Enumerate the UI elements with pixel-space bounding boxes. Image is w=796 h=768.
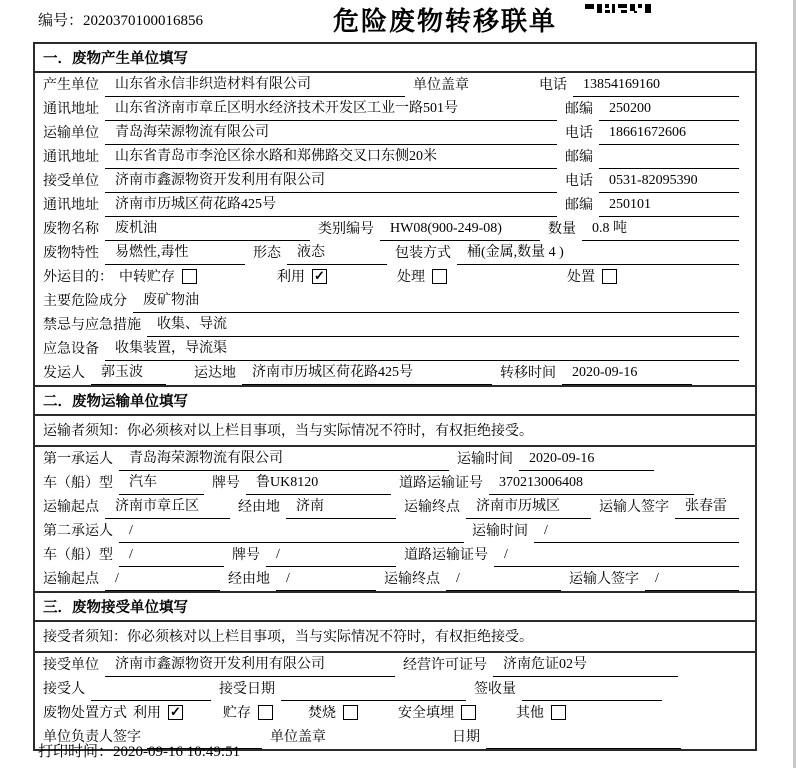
field-value: 张春雷 xyxy=(675,495,739,519)
checkbox-item xyxy=(397,266,447,289)
serial-label: 编号： xyxy=(38,13,84,29)
field-label: 签收量 xyxy=(474,682,516,697)
form-row xyxy=(35,471,755,495)
field-label: 数量 xyxy=(548,222,576,237)
checkbox-unchecked-icon xyxy=(343,705,358,720)
field-label: 类别编号 xyxy=(318,222,374,237)
checkbox-label: 焚烧 xyxy=(308,706,336,721)
checkbox-label: 处理 xyxy=(397,270,425,285)
spacer xyxy=(183,724,223,725)
checkbox-unchecked-icon xyxy=(258,705,273,720)
blank-field xyxy=(522,681,662,701)
serial-value: 2020370100016856 xyxy=(83,13,204,29)
field-label: 接受单位 xyxy=(43,658,99,673)
form-row xyxy=(35,241,755,265)
checkbox-checked-icon: ✓ xyxy=(168,705,183,720)
field-label: 单位盖章 xyxy=(270,730,326,745)
checkbox-item xyxy=(277,266,327,289)
field-label: 经由地 xyxy=(228,572,270,587)
checkbox-label: 其他 xyxy=(516,706,544,721)
print-time-value: 2020-09-16 10:49:51 xyxy=(113,744,241,760)
field-label: 邮编 xyxy=(565,102,593,117)
field-label: 接受人 xyxy=(43,682,85,697)
section-header: 一．废物产生单位填写 xyxy=(35,44,755,73)
field-label: 道路运输证号 xyxy=(399,476,483,491)
field-label: 运输时间 xyxy=(457,452,513,467)
field-label: 经营许可证号 xyxy=(403,658,487,673)
field-label: 运达地 xyxy=(194,366,236,381)
form-row xyxy=(35,337,755,361)
field-label: 产生单位 xyxy=(43,78,99,93)
blank-field xyxy=(91,681,211,701)
field-value: 郭玉波 xyxy=(91,361,166,385)
form-section xyxy=(35,591,755,749)
field-value: 0.8 吨 xyxy=(582,217,739,241)
blank-field xyxy=(599,149,739,169)
checkbox-unchecked-icon xyxy=(461,705,476,720)
field-value: 2020-09-16 xyxy=(519,451,654,471)
field-label: 邮编 xyxy=(565,198,593,213)
field-value: 济南市鑫源物资开发利用有限公司 xyxy=(105,653,395,677)
field-value: 13854169160 xyxy=(573,77,739,97)
field-label: 废物处置方式 xyxy=(43,706,127,721)
field-value: 桶(金属,数量 4 ) xyxy=(457,241,739,265)
field-value: / xyxy=(119,523,464,543)
form-row xyxy=(35,265,755,289)
field-value: 2020-09-16 xyxy=(562,365,692,385)
field-value: 鲁UK8120 xyxy=(246,471,391,495)
field-value: 250200 xyxy=(599,101,739,121)
checkbox-item xyxy=(516,702,566,725)
qr-code-icon xyxy=(585,0,651,18)
field-value: / xyxy=(266,547,396,567)
field-label: 外运目的： xyxy=(43,270,113,285)
field-value: / xyxy=(446,571,561,591)
checkbox-unchecked-icon xyxy=(551,705,566,720)
form-row xyxy=(35,701,755,725)
field-label: 运输终点 xyxy=(384,572,440,587)
spacer xyxy=(174,384,194,385)
field-label: 接受单位 xyxy=(43,174,99,189)
field-label: 运输时间 xyxy=(472,524,528,539)
field-label: 牌号 xyxy=(212,476,240,491)
form-section xyxy=(35,385,755,591)
field-value: / xyxy=(534,523,739,543)
field-value: 济南危证02号 xyxy=(493,653,678,677)
field-value: HW08(900-249-08) xyxy=(380,221,540,241)
field-label: 通讯地址 xyxy=(43,150,99,165)
field-value: 山东省青岛市李沧区徐水路和郑佛路交叉口东侧20米 xyxy=(105,145,557,169)
field-value: 济南市历城区 xyxy=(466,495,591,519)
field-label: 道路运输证号 xyxy=(404,548,488,563)
field-value: 250101 xyxy=(599,197,739,217)
checkbox-checked-icon: ✓ xyxy=(312,269,327,284)
blank-field xyxy=(281,681,466,701)
form-row xyxy=(35,169,755,193)
field-label: 通讯地址 xyxy=(43,102,99,117)
field-label: 应急设备 xyxy=(43,342,99,357)
form-row xyxy=(35,361,755,385)
field-value: / xyxy=(119,547,224,567)
field-label: 邮编 xyxy=(565,150,593,165)
checkbox-item xyxy=(223,702,273,725)
field-label: 运输人签字 xyxy=(599,500,669,515)
field-value: / xyxy=(276,571,376,591)
page-title: 危险废物转移联单 xyxy=(332,7,557,36)
checkbox-item xyxy=(398,702,476,725)
field-value: 山东省永信非织造材料有限公司 xyxy=(105,73,405,97)
field-label: 车（船）型 xyxy=(43,548,113,563)
field-label: 主要危险成分 xyxy=(43,294,127,309)
checkbox-item xyxy=(133,702,183,725)
form-row xyxy=(35,543,755,567)
checkbox-label: 贮存 xyxy=(223,706,251,721)
form-row xyxy=(35,447,755,471)
field-value: 汽车 xyxy=(119,471,204,495)
seal-label: 单位盖章 xyxy=(413,78,469,93)
form-row xyxy=(35,73,755,97)
field-label: 通讯地址 xyxy=(43,198,99,213)
checkbox-label: 利用 xyxy=(277,270,305,285)
field-value: 济南 xyxy=(286,495,396,519)
field-label: 电话 xyxy=(565,126,593,141)
field-value: 山东省济南市章丘区明水经济技术开发区工业一路501号 xyxy=(105,97,557,121)
field-value: 废机油 xyxy=(105,217,310,241)
form-row xyxy=(35,121,755,145)
checkbox-label: 安全填埋 xyxy=(398,706,454,721)
field-label: 牌号 xyxy=(232,548,260,563)
field-label: 运输起点 xyxy=(43,572,99,587)
manifest-form xyxy=(33,42,757,751)
checkbox-unchecked-icon xyxy=(182,269,197,284)
field-label: 单位负责人签字 xyxy=(43,730,141,745)
checkbox-label: 处置 xyxy=(567,270,595,285)
field-label: 形态 xyxy=(253,246,281,261)
field-label: 转移时间 xyxy=(500,366,556,381)
form-row xyxy=(35,567,755,591)
spacer xyxy=(476,724,516,725)
checkbox-unchecked-icon xyxy=(602,269,617,284)
form-row xyxy=(35,677,755,701)
checkbox-label: 利用 xyxy=(133,706,161,721)
form-row xyxy=(35,495,755,519)
field-label: 禁忌与应急措施 xyxy=(43,318,141,333)
section-header: 二．废物运输单位填写 xyxy=(35,387,755,416)
field-label: 日期 xyxy=(452,730,480,745)
spacer xyxy=(332,748,452,749)
field-value: 济南市鑫源物资开发利用有限公司 xyxy=(105,169,557,193)
field-value: 液态 xyxy=(287,241,387,265)
blank-field xyxy=(486,729,681,749)
field-value: 青岛海荣源物流有限公司 xyxy=(119,447,449,471)
form-row xyxy=(35,193,755,217)
spacer xyxy=(358,724,398,725)
form-row xyxy=(35,145,755,169)
field-label: 第一承运人 xyxy=(43,452,113,467)
checkbox-label: 中转贮存 xyxy=(119,270,175,285)
field-label: 废物特性 xyxy=(43,246,99,261)
form-row xyxy=(35,217,755,241)
form-row xyxy=(35,289,755,313)
field-label: 运输人签字 xyxy=(569,572,639,587)
checkbox-item xyxy=(308,702,358,725)
field-value: 济南市章丘区 xyxy=(105,495,230,519)
field-value: 青岛海荣源物流有限公司 xyxy=(105,121,557,145)
field-value: / xyxy=(645,571,739,591)
field-label: 运输终点 xyxy=(404,500,460,515)
field-value: 收集、导流 xyxy=(147,313,739,337)
field-value: 易燃性,毒性 xyxy=(105,241,245,265)
field-label: 电话 xyxy=(565,174,593,189)
field-value: 济南市历城区荷花路425号 xyxy=(242,361,492,385)
form-row xyxy=(35,653,755,677)
field-value: 废矿物油 xyxy=(133,289,739,313)
field-value: 18661672606 xyxy=(599,125,739,145)
field-label: 发运人 xyxy=(43,366,85,381)
checkbox-item xyxy=(567,266,617,289)
field-label: 第二承运人 xyxy=(43,524,113,539)
field-value: / xyxy=(494,547,739,567)
field-label: 车（船）型 xyxy=(43,476,113,491)
field-value: 济南市历城区荷花路425号 xyxy=(105,193,557,217)
field-label: 经由地 xyxy=(238,500,280,515)
field-label: 接受日期 xyxy=(219,682,275,697)
field-label: 电话 xyxy=(539,78,567,93)
field-value: / xyxy=(105,571,220,591)
field-label: 废物名称 xyxy=(43,222,99,237)
form-row xyxy=(35,313,755,337)
field-value: 0531-82095390 xyxy=(599,173,739,193)
form-row xyxy=(35,97,755,121)
checkbox-item xyxy=(119,266,197,289)
form-section xyxy=(35,44,755,385)
form-row xyxy=(35,519,755,543)
checkbox-unchecked-icon xyxy=(432,269,447,284)
field-value: 收集装置，导流渠 xyxy=(105,337,739,361)
spacer xyxy=(273,724,308,725)
field-label: 运输起点 xyxy=(43,500,99,515)
print-time-label: 打印时间： xyxy=(38,744,114,760)
field-value: 370213006408 xyxy=(489,475,694,495)
field-label: 包装方式 xyxy=(395,246,451,261)
field-label: 运输单位 xyxy=(43,126,99,141)
note-row: 运输者须知：你必须核对以上栏目事项，当与实际情况不符时，有权拒绝接受。 xyxy=(35,416,755,447)
section-header: 三．废物接受单位填写 xyxy=(35,593,755,622)
print-time-line xyxy=(38,740,240,761)
note-row: 接受者须知：你必须核对以上栏目事项，当与实际情况不符时，有权拒绝接受。 xyxy=(35,622,755,653)
